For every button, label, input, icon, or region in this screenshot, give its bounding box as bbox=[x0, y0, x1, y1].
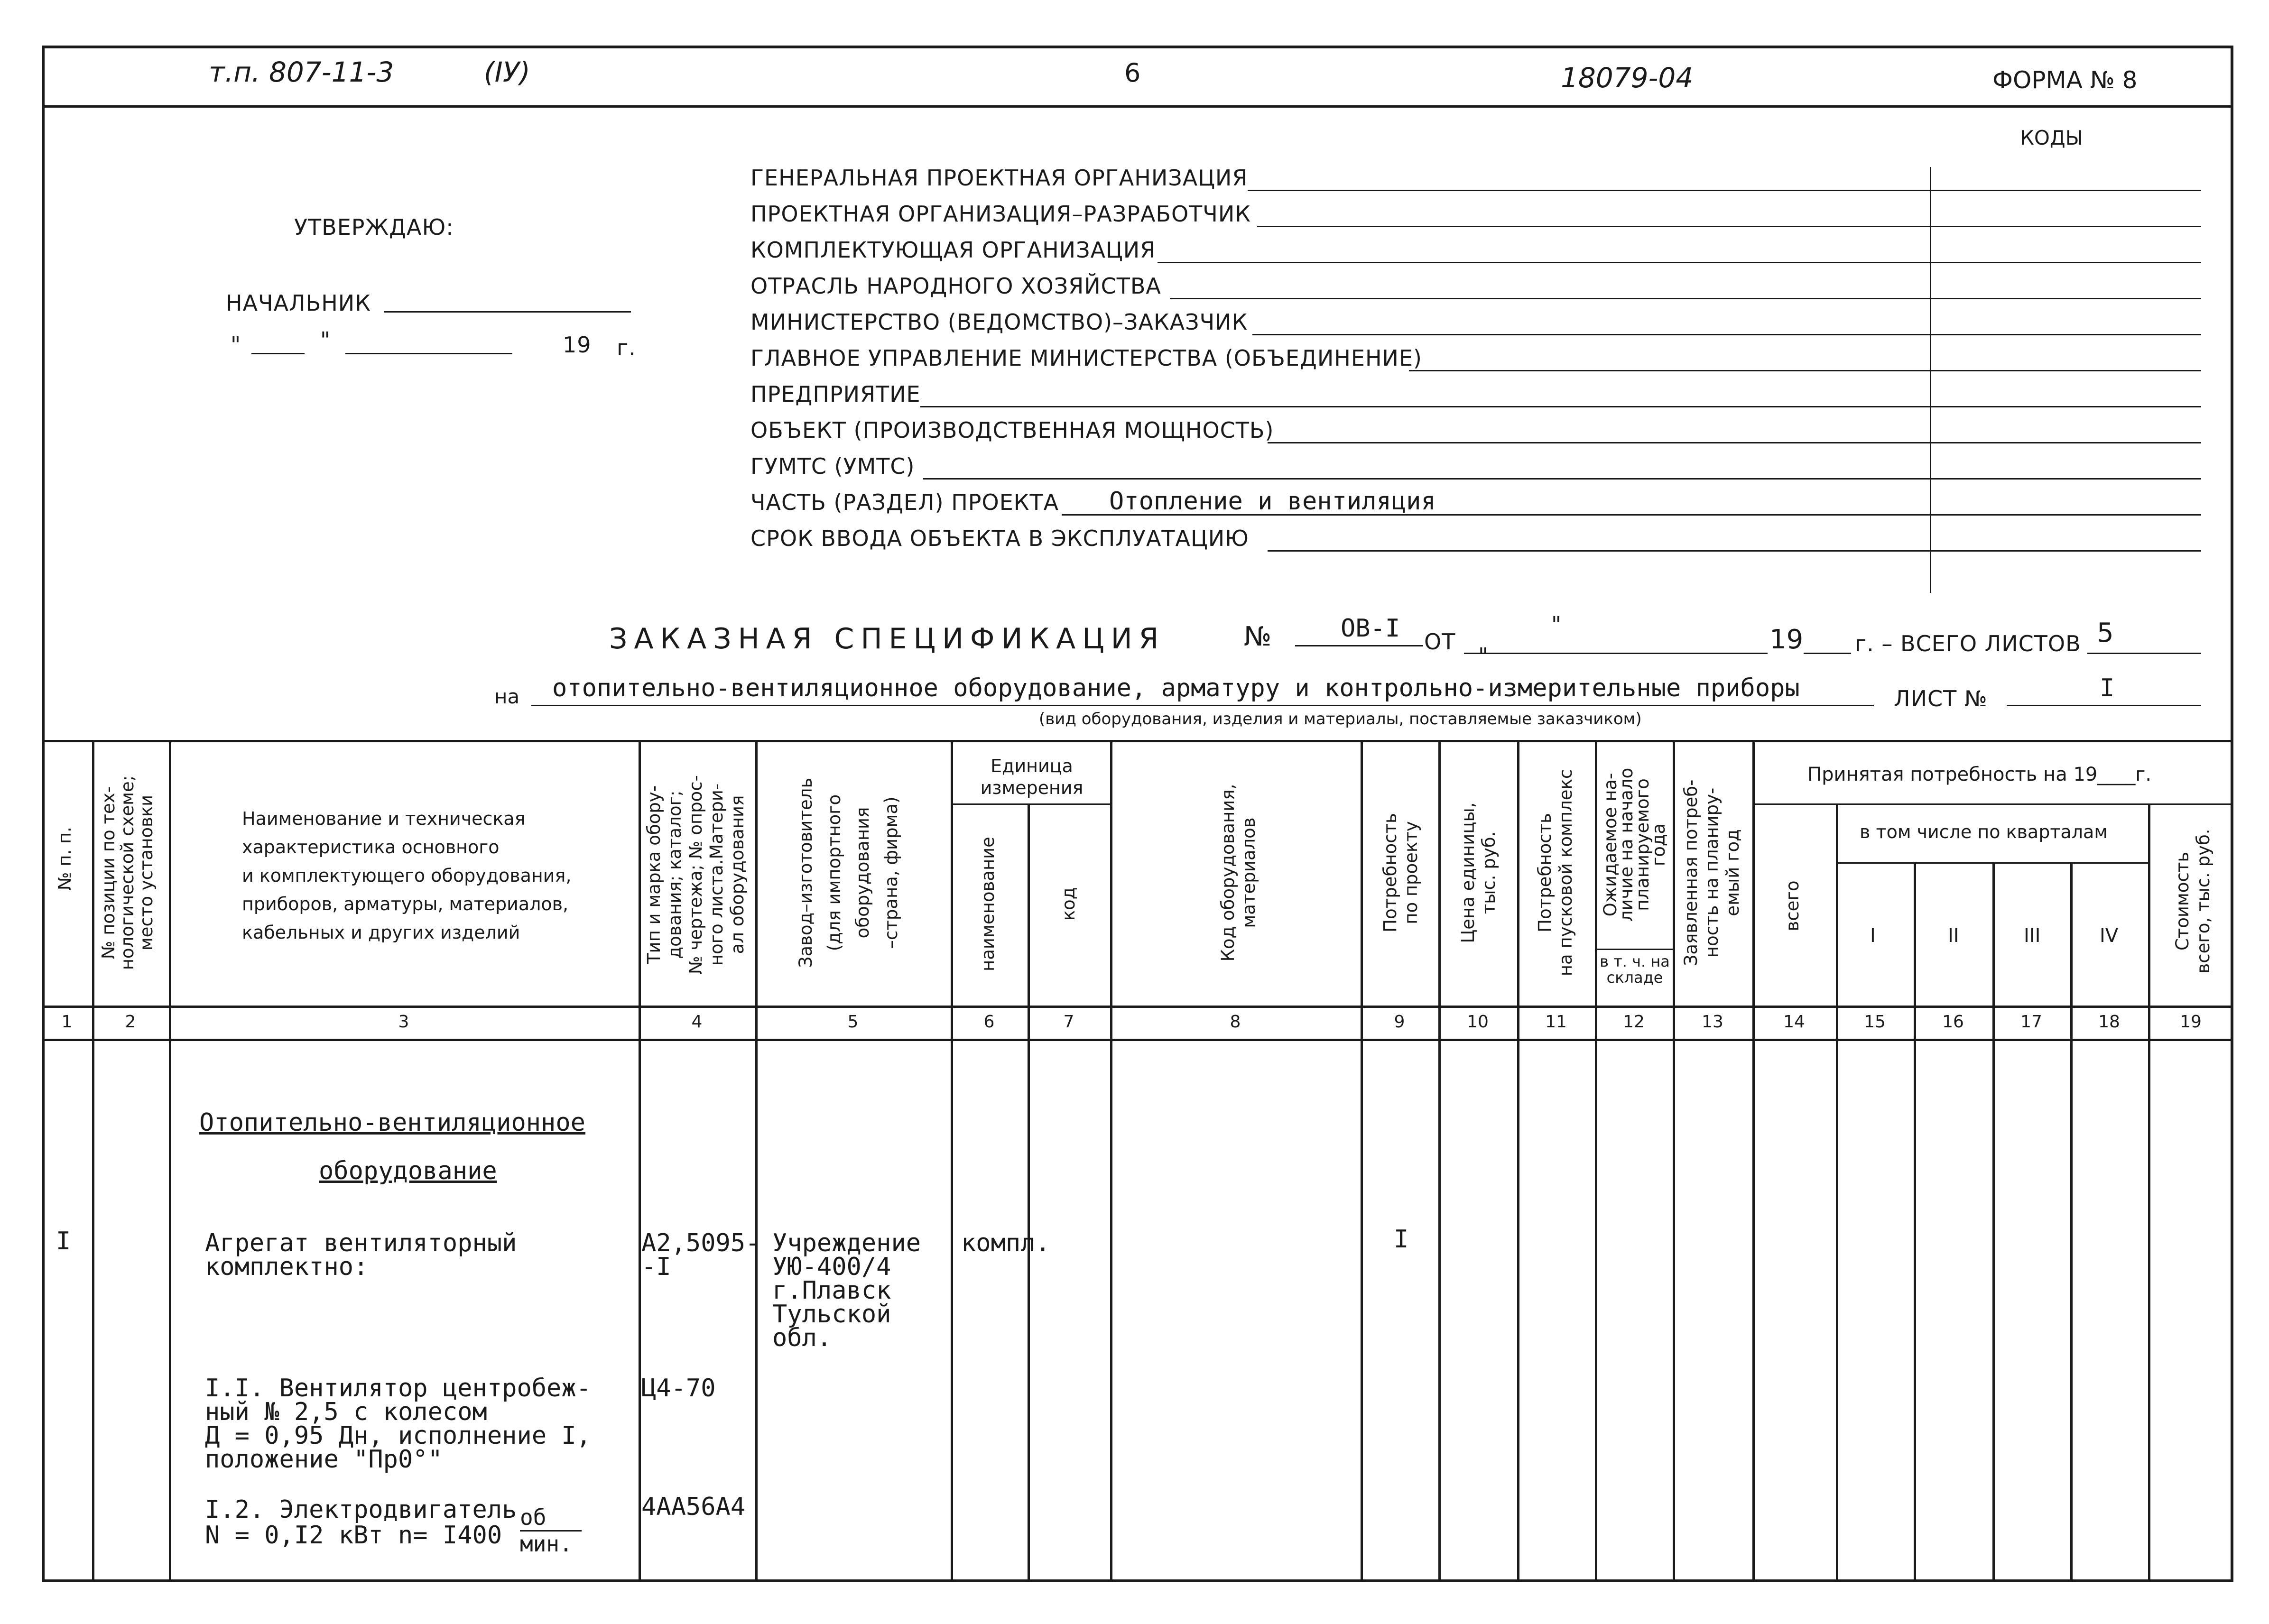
field-object: ОБЪЕКТ (ПРОИЗВОДСТВЕННАЯ МОЩНОСТЬ) bbox=[750, 417, 1274, 443]
sub2-type: 4АА56А4 bbox=[641, 1493, 746, 1521]
colnum-10: 10 bbox=[1467, 1012, 1489, 1032]
colnum-5: 5 bbox=[847, 1012, 859, 1032]
sub1-name-2: ный № 2,5 с колесом bbox=[205, 1398, 487, 1426]
field-design-org-line bbox=[1257, 226, 2201, 227]
row1-type-1: А2,5095- bbox=[641, 1229, 760, 1257]
col-divider-11 bbox=[1595, 740, 1597, 1582]
header-c19b: всего, тыс. руб. bbox=[2193, 829, 2213, 974]
row1-maker-1: Учреждение bbox=[772, 1229, 921, 1257]
colnum-14: 14 bbox=[1783, 1012, 1805, 1032]
spec-number-line bbox=[1295, 645, 1423, 646]
colnum-6: 6 bbox=[983, 1012, 995, 1032]
header-accepted-group: Принятая потребность на 19____г. bbox=[1807, 764, 2152, 785]
row1-maker-2: УЮ-400/4 bbox=[772, 1253, 891, 1281]
header-c8b: материалов bbox=[1239, 817, 1259, 928]
colnum-2: 2 bbox=[125, 1012, 136, 1032]
project-volume: (IУ) bbox=[484, 56, 530, 88]
field-enterprise-line bbox=[920, 406, 2201, 407]
col-divider-9 bbox=[1438, 740, 1441, 1582]
header-c7: код bbox=[1058, 887, 1079, 921]
col-divider-8 bbox=[1361, 740, 1363, 1582]
spec-number-value: ОВ-I bbox=[1341, 614, 1400, 643]
header-c11b: на пусковой комплекс bbox=[1556, 769, 1576, 977]
colnum-18: 18 bbox=[2098, 1012, 2120, 1032]
col-divider-2 bbox=[169, 740, 171, 1582]
spec-quote-close: " bbox=[1478, 643, 1489, 669]
field-project-part-line bbox=[1062, 514, 2201, 516]
header-c5c: оборудования bbox=[852, 807, 873, 939]
sub2-fraction-top: об bbox=[520, 1504, 546, 1530]
header-c4c: № чертежа; № опрос- bbox=[685, 775, 706, 974]
field-design-org: ПРОЕКТНАЯ ОРГАНИЗАЦИЯ–РАЗРАБОТЧИК bbox=[750, 201, 1251, 227]
quarters-group-divider bbox=[1836, 862, 2148, 864]
spec-sheet-label: ЛИСТ № bbox=[1894, 686, 1988, 711]
colnum-19: 19 bbox=[2180, 1012, 2202, 1032]
row1-number: I bbox=[56, 1227, 71, 1255]
field-industry-line bbox=[1170, 298, 2201, 299]
field-supply-org-line bbox=[1158, 262, 2201, 263]
spec-subject: отопительно-вентиляционное оборудование, арматуру и контрольно-измерительные приборы bbox=[552, 674, 1800, 702]
field-project-part: ЧАСТЬ (РАЗДЕЛ) ПРОЕКТА bbox=[750, 489, 1059, 515]
approve-label: УТВЕРЖДАЮ: bbox=[294, 214, 454, 240]
spec-quote-open: " bbox=[1551, 612, 1562, 637]
spec-title: ЗАКАЗНАЯ СПЕЦИФИКАЦИЯ bbox=[609, 622, 1166, 655]
header-c4e: ал оборудования bbox=[727, 795, 748, 954]
row1-maker-5: обл. bbox=[772, 1324, 832, 1352]
header-c4b: дования; каталог; bbox=[665, 790, 685, 959]
header-c5d: –страна, фирма) bbox=[881, 796, 901, 949]
col-divider-12 bbox=[1673, 740, 1675, 1582]
header-c2a: № позиции по тех- bbox=[98, 786, 119, 959]
header-c9a: Потребность bbox=[1380, 813, 1400, 932]
field-gumts: ГУМТС (УМТС) bbox=[750, 453, 915, 479]
colnum-13: 13 bbox=[1702, 1012, 1723, 1032]
row1-unit: компл. bbox=[961, 1229, 1050, 1257]
header-c9b: по проекту bbox=[1401, 821, 1421, 924]
chief-signature-line bbox=[384, 311, 631, 313]
row1-qty: I bbox=[1394, 1225, 1409, 1254]
sub2-name-1: I.2. Электродвигатель bbox=[205, 1495, 517, 1524]
field-project-part-value: Отопление и вентиляция bbox=[1109, 487, 1436, 516]
header-c5a: Завод–изготовитель bbox=[796, 777, 816, 968]
accepted-group-divider bbox=[1752, 803, 2233, 805]
col-divider-4 bbox=[755, 740, 758, 1582]
colnum-3: 3 bbox=[398, 1012, 409, 1032]
colnum-11: 11 bbox=[1545, 1012, 1567, 1032]
header-c12d: года bbox=[1648, 823, 1669, 867]
spec-from-label: ОТ bbox=[1424, 629, 1456, 655]
sub1-name-1: I.I. Вентилятор центробеж- bbox=[205, 1374, 591, 1403]
sub1-name-4: положение "Пр0°" bbox=[205, 1445, 443, 1474]
date-quote-open: " bbox=[231, 332, 241, 358]
header-q3: III bbox=[2024, 925, 2041, 947]
codes-label: КОДЫ bbox=[2020, 126, 2083, 149]
spec-sheet-value: I bbox=[2100, 674, 2115, 702]
header-c2b: нологической схеме; bbox=[117, 775, 138, 970]
colnum-16: 16 bbox=[1942, 1012, 1964, 1032]
spec-sheet-line bbox=[2007, 705, 2201, 706]
sub2-fraction-bottom: мин. bbox=[520, 1531, 573, 1557]
header-c12a: Ожидаемое на- bbox=[1600, 773, 1621, 917]
col-divider-3 bbox=[639, 740, 641, 1582]
col12-sub-divider bbox=[1595, 949, 1673, 950]
row1-name-2: комплектно: bbox=[205, 1253, 369, 1281]
header-c3d: приборов, арматуры, материалов, bbox=[242, 894, 569, 914]
header-c6: наименование bbox=[978, 837, 998, 971]
colnum-17: 17 bbox=[2020, 1012, 2042, 1032]
spec-year-line bbox=[1804, 653, 1851, 654]
sub1-name-3: Д = 0,95 Дн, исполнение I, bbox=[205, 1421, 591, 1450]
codes-divider bbox=[1930, 167, 1931, 593]
field-main-directorate: ГЛАВНОЕ УПРАВЛЕНИЕ МИНИСТЕРСТВА (ОБЪЕДИНЕНИЕ) bbox=[750, 345, 1422, 371]
section-title-line-1: Отопительно-вентиляционное bbox=[199, 1108, 585, 1137]
header-c3a: Наименование и техническая bbox=[242, 808, 526, 829]
header-q4: IV bbox=[2100, 925, 2119, 947]
header-c12b: личие на начало bbox=[1616, 767, 1637, 922]
year-suffix: г. bbox=[617, 335, 636, 360]
field-industry: ОТРАСЛЬ НАРОДНОГО ХОЗЯЙСТВА bbox=[750, 273, 1161, 299]
header-bottom-border bbox=[42, 1006, 2233, 1008]
header-c4a: Тип и марка обору- bbox=[644, 785, 664, 964]
header-c13c: емый год bbox=[1723, 829, 1743, 916]
spec-number-label: № bbox=[1244, 621, 1272, 652]
unit-group-divider bbox=[951, 803, 1111, 805]
col-divider-14 bbox=[1836, 803, 1838, 1582]
archive-number: 18079-04 bbox=[1561, 62, 1694, 94]
header-c8a: Код оборудования, bbox=[1218, 784, 1238, 962]
sub1-type: Ц4-70 bbox=[641, 1374, 716, 1403]
col-divider-18 bbox=[2148, 803, 2150, 1582]
header-c4d: ного листа.Матери- bbox=[706, 783, 727, 966]
col-divider-17 bbox=[2070, 862, 2073, 1582]
col-divider-6 bbox=[1028, 803, 1030, 1582]
column-numbers-bottom-border bbox=[42, 1039, 2233, 1041]
header-c13b: ность на планиру- bbox=[1702, 787, 1722, 958]
field-gumts-line bbox=[923, 478, 2201, 480]
header-c3b: характеристика основного bbox=[242, 837, 500, 858]
header-c13a: Заявленная потреб- bbox=[1681, 779, 1701, 966]
day-line bbox=[251, 353, 305, 354]
sub2-name-2: N = 0,I2 кВт n= I400 bbox=[205, 1521, 502, 1550]
spec-year-label: 19 bbox=[1769, 624, 1804, 655]
col-divider-5 bbox=[951, 740, 953, 1582]
spec-total-line bbox=[2087, 653, 2201, 654]
col-divider-16 bbox=[1992, 862, 1995, 1582]
spec-total-sheets: 5 bbox=[2097, 618, 2114, 648]
row1-maker-3: г.Плавск bbox=[772, 1276, 891, 1305]
colnum-7: 7 bbox=[1063, 1012, 1074, 1032]
table-top-border bbox=[42, 740, 2233, 742]
header-c19a: Стоимость bbox=[2172, 851, 2193, 951]
row1-maker-4: Тульской bbox=[772, 1300, 891, 1329]
header-c10b: тыс. руб. bbox=[1479, 831, 1499, 914]
month-line bbox=[345, 353, 512, 354]
header-c12c: планируемого bbox=[1632, 778, 1653, 911]
field-commissioning: СРОК ВВОДА ОБЪЕКТА В ЭКСПЛУАТАЦИЮ bbox=[750, 526, 1249, 551]
header-c3e: кабельных и других изделий bbox=[242, 922, 520, 943]
colnum-9: 9 bbox=[1394, 1012, 1405, 1032]
field-commissioning-line bbox=[1268, 550, 2201, 552]
col-divider-10 bbox=[1517, 740, 1519, 1582]
year-prefix: 19 bbox=[563, 332, 592, 358]
colnum-15: 15 bbox=[1864, 1012, 1886, 1032]
header-c12-sub: в т. ч. на складе bbox=[1600, 952, 1670, 987]
header-c1: № п. п. bbox=[55, 827, 75, 890]
top-bar-divider bbox=[42, 105, 2233, 108]
page-number: 6 bbox=[1124, 58, 1141, 88]
header-unit-group: Единица измерения bbox=[980, 756, 1084, 798]
col-divider-13 bbox=[1752, 740, 1755, 1582]
header-c14: всего bbox=[1782, 880, 1803, 932]
col-divider-1 bbox=[92, 740, 94, 1582]
spec-date-line bbox=[1464, 653, 1768, 654]
colnum-1: 1 bbox=[61, 1012, 73, 1032]
project-code: т.п. 807-11-3 bbox=[209, 56, 394, 88]
row1-type-2: -I bbox=[641, 1253, 671, 1281]
field-main-directorate-line bbox=[1409, 370, 2201, 371]
spec-year-suffix: г. – ВСЕГО ЛИСТОВ bbox=[1855, 631, 2081, 656]
field-object-line bbox=[1268, 442, 2201, 443]
header-c10a: Цена единицы, bbox=[1458, 802, 1478, 943]
header-c2c: место установки bbox=[136, 794, 157, 951]
chief-label: НАЧАЛЬНИК bbox=[226, 290, 371, 316]
col-divider-7 bbox=[1110, 740, 1112, 1582]
header-quarters-group: в том числе по кварталам bbox=[1860, 821, 2108, 842]
header-c11a: Потребность bbox=[1535, 813, 1555, 932]
header-c5b: (для импортного bbox=[824, 794, 844, 951]
field-supply-org: КОМПЛЕКТУЮЩАЯ ОРГАНИЗАЦИЯ bbox=[750, 237, 1156, 263]
colnum-8: 8 bbox=[1230, 1012, 1241, 1032]
colnum-12: 12 bbox=[1623, 1012, 1645, 1032]
spec-subject-line bbox=[531, 705, 1874, 706]
date-quote-close: " bbox=[320, 327, 331, 353]
col-divider-15 bbox=[1914, 862, 1916, 1582]
header-q1: I bbox=[1870, 925, 1876, 947]
row1-name-1: Агрегат вентиляторный bbox=[205, 1229, 517, 1257]
field-general-org: ГЕНЕРАЛЬНАЯ ПРОЕКТНАЯ ОРГАНИЗАЦИЯ bbox=[750, 165, 1248, 191]
header-c3c: и комплектующего оборудования, bbox=[242, 865, 572, 886]
field-enterprise: ПРЕДПРИЯТИЕ bbox=[750, 381, 921, 407]
spec-subject-caption: (вид оборудования, изделия и материалы, поставляемые заказчиком) bbox=[1039, 710, 1642, 729]
header-q2: II bbox=[1948, 925, 1959, 947]
colnum-4: 4 bbox=[691, 1012, 703, 1032]
field-ministry-line bbox=[1252, 334, 2201, 335]
field-ministry: МИНИСТЕРСТВО (ВЕДОМСТВО)–ЗАКАЗЧИК bbox=[750, 309, 1248, 335]
spec-on-label: на bbox=[494, 685, 520, 708]
section-title-line-2: оборудование bbox=[319, 1157, 497, 1185]
field-general-org-line bbox=[1248, 190, 2201, 191]
form-label: ФОРМА № 8 bbox=[1992, 66, 2138, 94]
